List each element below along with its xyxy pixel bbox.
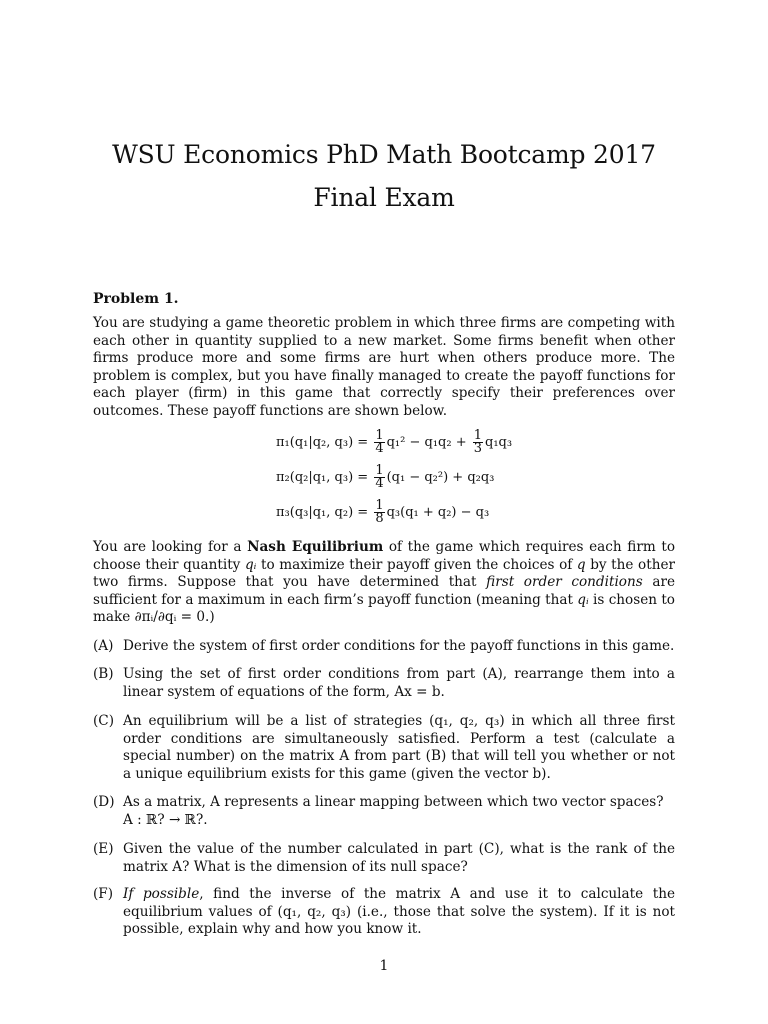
question-text: Given the value of the number calculated in part (C), what is the rank of the matrix A? What is the dimension of its null space? [123,841,675,875]
eq1-tail: q₁q₃ [485,435,513,450]
question-label: (A) [93,638,114,654]
payoff-equation-3 [276,500,489,525]
foc-term: first order conditions [486,574,643,590]
question-label: (F) [93,886,114,902]
problem-heading: Problem 1. [93,291,179,307]
question-label: (E) [93,841,114,857]
eq1-mid: q₁² − q₁q₂ + [386,435,467,450]
eq3-fraction: $\frac{1}{8}$ [375,498,384,526]
exam-title: WSU Economics PhD Math Bootcamp 2017 [112,140,656,169]
question-text: Using the set of first order conditions from part (A), rearrange them into a linear system of equations of the form, Ax = b. [123,666,675,700]
eq1-lhs: π₁(q₁|q₂, q₃) = [276,435,369,450]
page-number: 1 [379,958,389,974]
question-text: An equilibrium will be a list of strategies (q₁, q₂, q₃) in which all three first order conditions are simultaneously satisfied. Perform a test (calculate a special number) on the matrix A from part (B) that will tell you whether or not a unique equilibrium exists for this game (given the vector b). [123,713,675,782]
question-text: Derive the system of first order conditions for the payoff functions in this game. [123,638,675,654]
eq1-fraction-2: $\frac{1}{3}$ [473,428,483,456]
payoff-equation-1 [276,430,512,455]
eq2-tail: (q₁ − q₂²) + q₂q₃ [386,470,495,485]
question-text: If possible, find the inverse of the matrix A and use it to calculate the equilibrium values of (q₁, q₂, q₃) (i.e., those that solve the system). If it is not possible, explain why and how you know it. [123,886,675,937]
eq2-lhs: π₂(q₂|q₁, q₃) = [276,470,369,485]
exam-subtitle: Final Exam [313,183,455,212]
question-label: (C) [93,713,115,729]
nash-paragraph: You are looking for a Nash Equilibrium of the game which requires each firm to choose their quantity qᵢ to maximize their payoff given the choices of q by the other two firms. Suppose that you have determined that first order conditions are sufficient for a maximum in each firm’s payoff function (meaning that qᵢ is chosen to make ∂πᵢ/∂qᵢ = 0.) [93,539,676,625]
nash-equilibrium-term: Nash Equilibrium [247,539,384,555]
question-label: (B) [93,666,114,682]
eq3-lhs: π₃(q₃|q₁, q₂) = [276,505,369,520]
payoff-equation-2 [276,465,494,490]
problem-intro: You are studying a game theoretic problem in which three firms are competing with each other in quantity supplied to a new market. Some firms benefit when other firms produce more and some firms are hurt when others produce more. The problem is complex, but you have finally managed to create the payoff functions for each player (firm) in this game that correctly specify their preferences over outcomes. These payoff functions are shown below. [93,315,675,419]
eq3-tail: q₃(q₁ + q₂) − q₃ [386,505,490,520]
question-label: (D) [93,794,115,810]
eq2-fraction: $\frac{1}{4}$ [375,463,384,491]
eq1-fraction-1: $\frac{1}{4}$ [375,428,384,456]
question-text: As a matrix, A represents a linear mapping between which two vector spaces? A : ℝ? → ℝ?. [123,794,664,828]
